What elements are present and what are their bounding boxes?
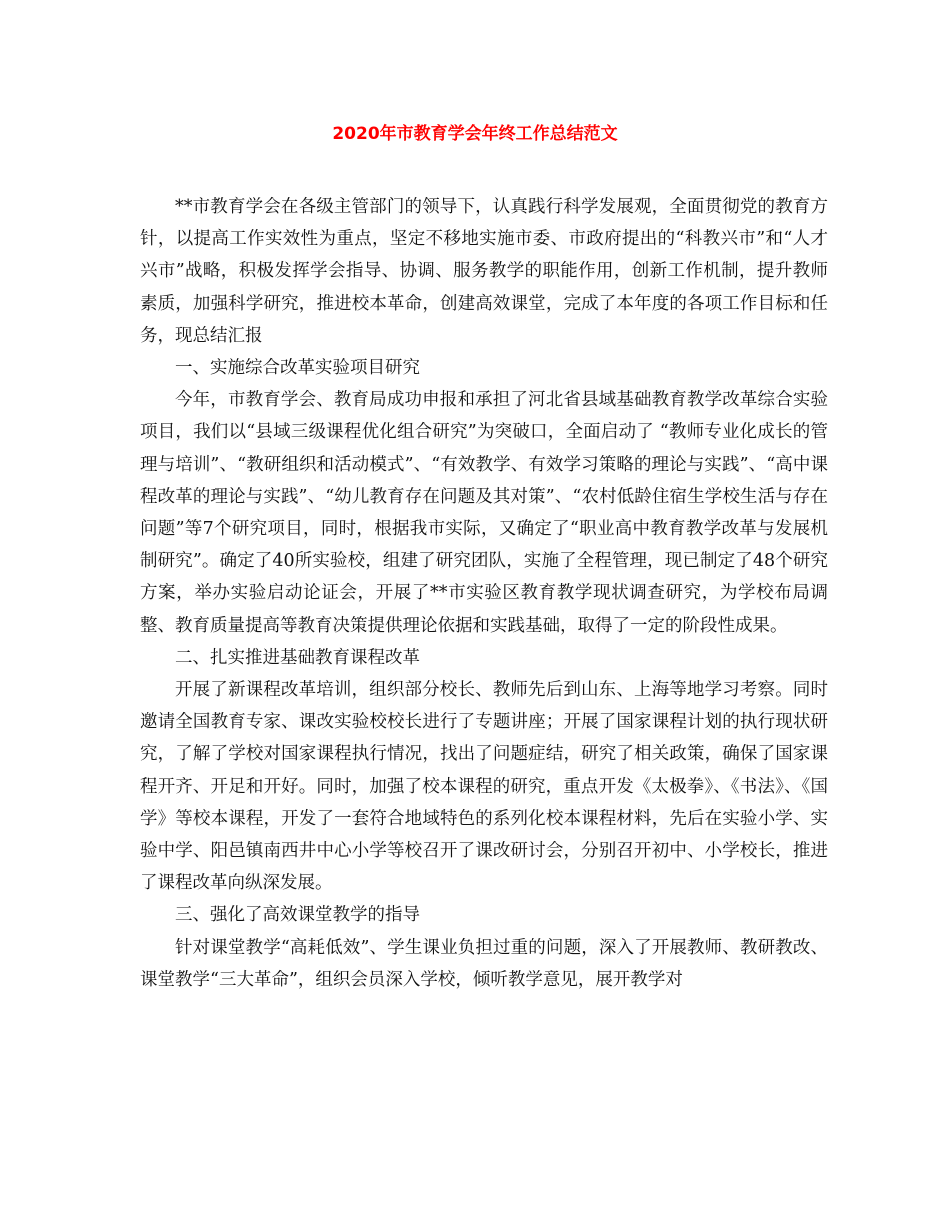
section-heading-3: 三、强化了高效课堂教学的指导	[175, 905, 420, 926]
section-heading-2: 二、扎实推进基础教育课程改革	[175, 647, 420, 668]
paragraph-intro: **市教育学会在各级主管部门的领导下，认真践行科学发展观，全面贯彻党的教育方针，以提高工作实效性为重点，坚定不移地实施市委、市政府提出的“科教兴市”和“人才兴市”战略，积极发挥学会指导、协调、服务教学的职能作用，创新工作机制，提升教师素质，加强科学研究，推进校本革命，创建高效课堂，完成了本年度的各项工作目标和任务，现总结汇报	[140, 197, 828, 346]
paragraph-section-1: 今年，市教育学会、教育局成功申报和承担了河北省县域基础教育教学改革综合实验项目，我们以“县域三级课程优化组合研究”为突破口，全面启动了 “教师专业化成长的管理与培训”、“教研组织和活动模式”、“有效教学、有效学习策略的理论与实践”、“高中课程改革的理论与实践”、“幼儿教育存在问题及其对策”、“农村低龄住宿生学校生活与存在问题”等7个研究项目，同时，根据我市实际，又确定了“职业高中教育教学改革与发展机制研究”。确定了40所实验校，组建了研究团队，实施了全程管理，现已制定了48个研究方案，举办实验启动论证会，开展了**市实验区教育教学现状调查研究，为学校布局调整、教育质量提高等教育决策提供理论依据和实践基础，取得了一定的阶段性成果。	[140, 390, 828, 636]
section-heading-1: 一、实施综合改革实验项目研究	[175, 358, 420, 379]
paragraph-section-3: 针对课堂教学“高耗低效”、学生课业负担过重的问题，深入了开展教师、教研教改、课堂教学“三大革命”，组织会员深入学校，倾听教学意见，展开教学对	[140, 937, 828, 990]
document-title: 2020年市教育学会年终工作总结范文	[332, 124, 618, 144]
paragraph-section-2: 开展了新课程改革培训，组织部分校长、教师先后到山东、上海等地学习考察。同时邀请全国教育专家、课改实验校校长进行了专题讲座；开展了国家课程计划的执行现状研究，了解了学校对国家课程执行情况，找出了问题症结，研究了相关政策，确保了国家课程开齐、开足和开好。同时，加强了校本课程的研究，重点开发《太极拳》、《书法》、《国学》等校本课程，开发了一套符合地域特色的系列化校本课程材料，先后在实验小学、实验中学、阳邑镇南西井中心小学等校召开了课改研讨会，分别召开初中、小学校长，推进了课程改革向纵深发展。	[140, 680, 828, 894]
document-body	[140, 191, 828, 996]
